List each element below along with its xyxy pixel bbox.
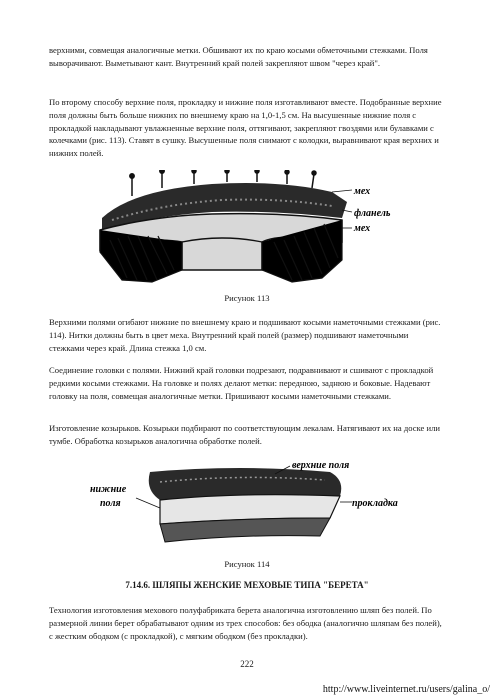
label-interlining: прокладка <box>352 498 398 509</box>
paragraph-second-method: По второму способу верхние поля, прокладку и нижние поля изготавливают вместе. Подобранные верхние поля должны быть больше нижних по внешнему краю на 1,0-1,5 см. На высушенные нижние поля с прокладкой накладывают увлажненные верхние поля, оттягивают, закрепляют гвоздями или булавками с колечками (рис. 113). Ставят в сушку. Высушенные поля снимают с колодки, выравнивают края верхних и нижних полей. <box>49 97 442 159</box>
paragraph-joining-crown: Соединение головки с полями. Нижний край головки подрезают, подравнивают и сшивают с прокладкой редкими косыми стежками. На головке и полях делают метки: переднюю, заднюю и боковые. Надевают головку на поля, совмещая аналогичные метки. Пришивают косыми наметочными стежками. <box>49 365 434 401</box>
paragraph-hemming: Верхними полями огибают нижние по внешнему краю и подшивают косыми наметочными стежками (рис. 114). Нитки должны быть в цвет меха. Внутренний край полей (размер) подшивают наметочными стежками через край. Длина стежка 1,0 см. <box>49 317 441 353</box>
section-heading: 7.14.6. ШЛЯПЫ ЖЕНСКИЕ МЕХОВЫЕ ТИПА "БЕРЕТА" <box>125 580 369 590</box>
page-number: 222 <box>240 659 254 669</box>
label-flannel: фланель <box>354 208 391 219</box>
figure-114-brim-section <box>90 462 410 552</box>
paragraph-continuation: верхними, совмещая аналогичные метки. Обшивают их по краю косыми обметочными стежками. Поля выворачивают. Выметывают кант. Внутренний край полей закрепляют швом "через край". <box>49 45 428 68</box>
label-upper-brim: верхние поля <box>292 462 350 471</box>
label-fur-bottom: мех <box>354 223 371 234</box>
paragraph-beret-technology: Технология изготовления мехового полуфабриката берета аналогична изготовлению шляп без полей. По размерной линии берет обрабатывают одним из трех способов: без ободка (аналогично шляпам без полей), с жестким ободком (с прокладкой), с мягким ободком (без прокладки). <box>49 605 442 641</box>
footer-url: http://www.liveinternet.ru/users/galina_o/ <box>322 684 490 695</box>
label-fur-top: мех <box>354 186 371 197</box>
figure-113-brim-on-block <box>92 170 422 290</box>
figure-114-caption: Рисунок 114 <box>224 559 270 569</box>
label-lower-brim-2: поля <box>100 498 121 509</box>
label-lower-brim-1: нижние <box>90 484 127 495</box>
figure-113-caption: Рисунок 113 <box>224 293 270 303</box>
paragraph-visors: Изготовление козырьков. Козырьки подбирают по соответствующим лекалам. Натягивают их на доске или тумбе. Обработка козырьков аналогична обработке полей. <box>49 423 440 446</box>
